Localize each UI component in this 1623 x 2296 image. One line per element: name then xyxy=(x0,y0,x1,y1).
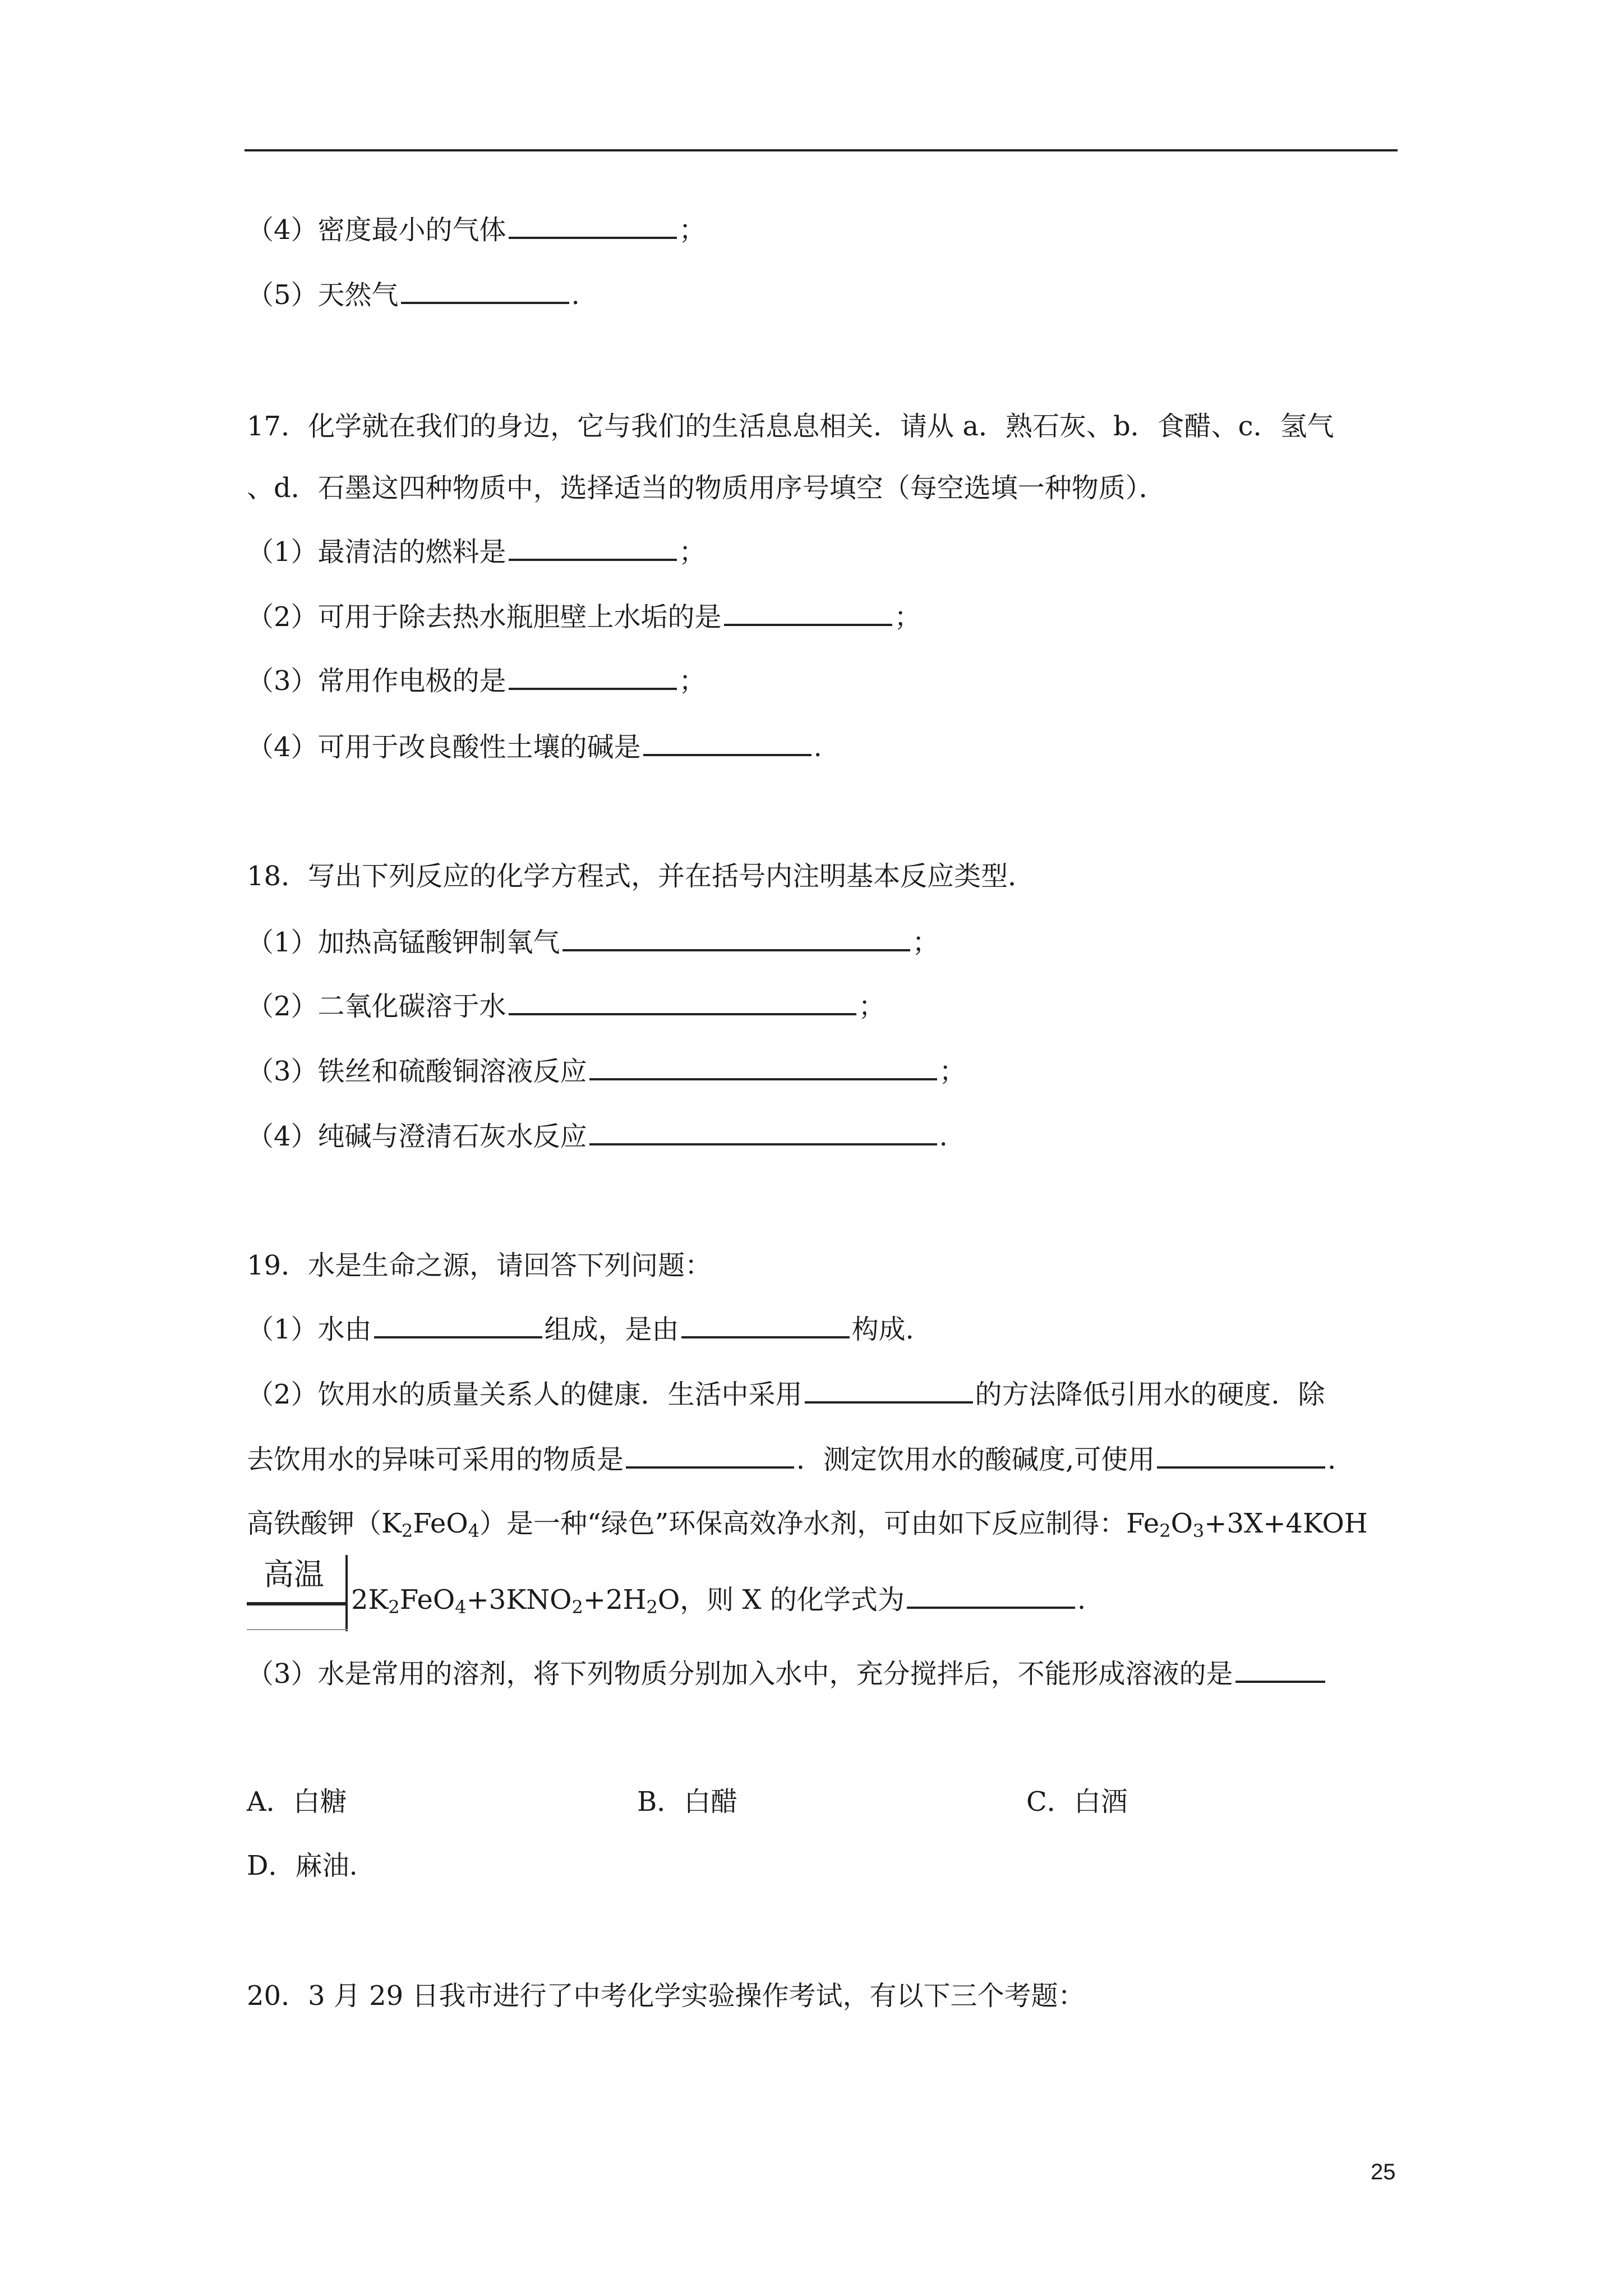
reaction-condition-arrow xyxy=(247,1555,348,1631)
q17-stem-line1: 17．化学就在我们的身边，它与我们的生活息息相关．请从 a．熟石灰、b．食醋、c．氢气 xyxy=(247,411,1334,442)
option-b[interactable]: B．白醋 xyxy=(637,1786,738,1818)
q19-item2-line2: 去饮用水的异味可采用的物质是 ．测定饮用水的酸碱度,可使用 ． xyxy=(247,1442,1354,1478)
answer-blank[interactable] xyxy=(589,1119,937,1145)
answer-blank[interactable] xyxy=(1157,1442,1325,1469)
q18-item2: （2）二氧化碳溶于水 ； xyxy=(247,988,886,1024)
answer-blank[interactable] xyxy=(1235,1656,1325,1683)
q19-equation-products: $2K_2FeO_4+3KNO_2+2H_2O$，则 X 的化学式为 . xyxy=(351,1582,1086,1618)
option-a[interactable]: A．白糖 xyxy=(247,1786,347,1818)
q17-item1: （1）最清洁的燃料是 ； xyxy=(247,534,706,570)
q16-item4: （4）密度最小的气体 ； xyxy=(247,212,706,248)
answer-blank[interactable] xyxy=(681,1312,850,1338)
answer-blank[interactable] xyxy=(907,1582,1075,1609)
q18-stem: 18．写出下列反应的化学方程式，并在括号内注明基本反应类型． xyxy=(247,861,1035,892)
answer-blank[interactable] xyxy=(374,1312,542,1338)
answer-blank[interactable] xyxy=(589,1053,937,1080)
answer-blank[interactable] xyxy=(805,1377,973,1404)
q17-stem-line2: 、d．石墨这四种物质中，选择适当的物质用序号填空（每空选填一种物质）． xyxy=(247,472,1166,504)
reaction-arrow-underline xyxy=(247,1629,348,1630)
q19-item3: （3）水是常用的溶剂，将下列物质分别加入水中，充分搅拌后，不能形成溶液的是 xyxy=(247,1656,1327,1692)
reaction-arrow-bar xyxy=(247,1602,348,1605)
answer-blank[interactable] xyxy=(724,599,892,626)
option-d[interactable]: D．麻油. xyxy=(247,1850,358,1881)
reaction-arrow-divider xyxy=(345,1555,348,1631)
reaction-condition-label: 高温 xyxy=(264,1557,324,1592)
answer-blank[interactable] xyxy=(509,988,856,1015)
answer-blank[interactable] xyxy=(509,663,677,690)
q18-item1: （1）加热高锰酸钾制氧气 ； xyxy=(247,924,939,960)
q17-item3: （3）常用作电极的是 ； xyxy=(247,663,706,699)
page-number: 25 xyxy=(1371,2160,1396,2184)
q20-stem: 20．3 月 29 日我市进行了中考化学实验操作考试，有以下三个考题： xyxy=(247,1980,1085,2012)
answer-blank[interactable] xyxy=(626,1442,794,1469)
q17-item4: （4）可用于改良酸性土壤的碱是 . xyxy=(247,729,822,765)
header-rule xyxy=(245,149,1398,151)
q19-k2feo4-line: 高铁酸钾$(K_2FeO_4)$是一种“绿色”环保高效净水剂，可由如下反应制得：$Fe_2O_3+3X+4KOH$ xyxy=(247,1508,1368,1542)
q16-item5: （5）天然气 . xyxy=(247,277,580,313)
option-c[interactable]: C．白酒 xyxy=(1026,1786,1128,1818)
q18-item4: （4）纯碱与澄清石灰水反应 . xyxy=(247,1119,948,1154)
q19-item2-line1: （2）饮用水的质量关系人的健康．生活中采用 的方法降低引用水的硬度．除 xyxy=(247,1377,1325,1412)
answer-blank[interactable] xyxy=(562,924,910,951)
q17-item2: （2）可用于除去热水瓶胆壁上水垢的是 ； xyxy=(247,599,921,635)
answer-blank[interactable] xyxy=(509,212,677,239)
q18-item3: （3）铁丝和硫酸铜溶液反应 ； xyxy=(247,1053,966,1089)
q19-item1: （1）水由 组成，是由 构成． xyxy=(247,1312,933,1347)
q19-stem: 19．水是生命之源，请回答下列问题： xyxy=(247,1250,712,1281)
answer-blank[interactable] xyxy=(509,534,677,561)
answer-blank[interactable] xyxy=(643,729,811,756)
answer-blank[interactable] xyxy=(401,277,569,304)
